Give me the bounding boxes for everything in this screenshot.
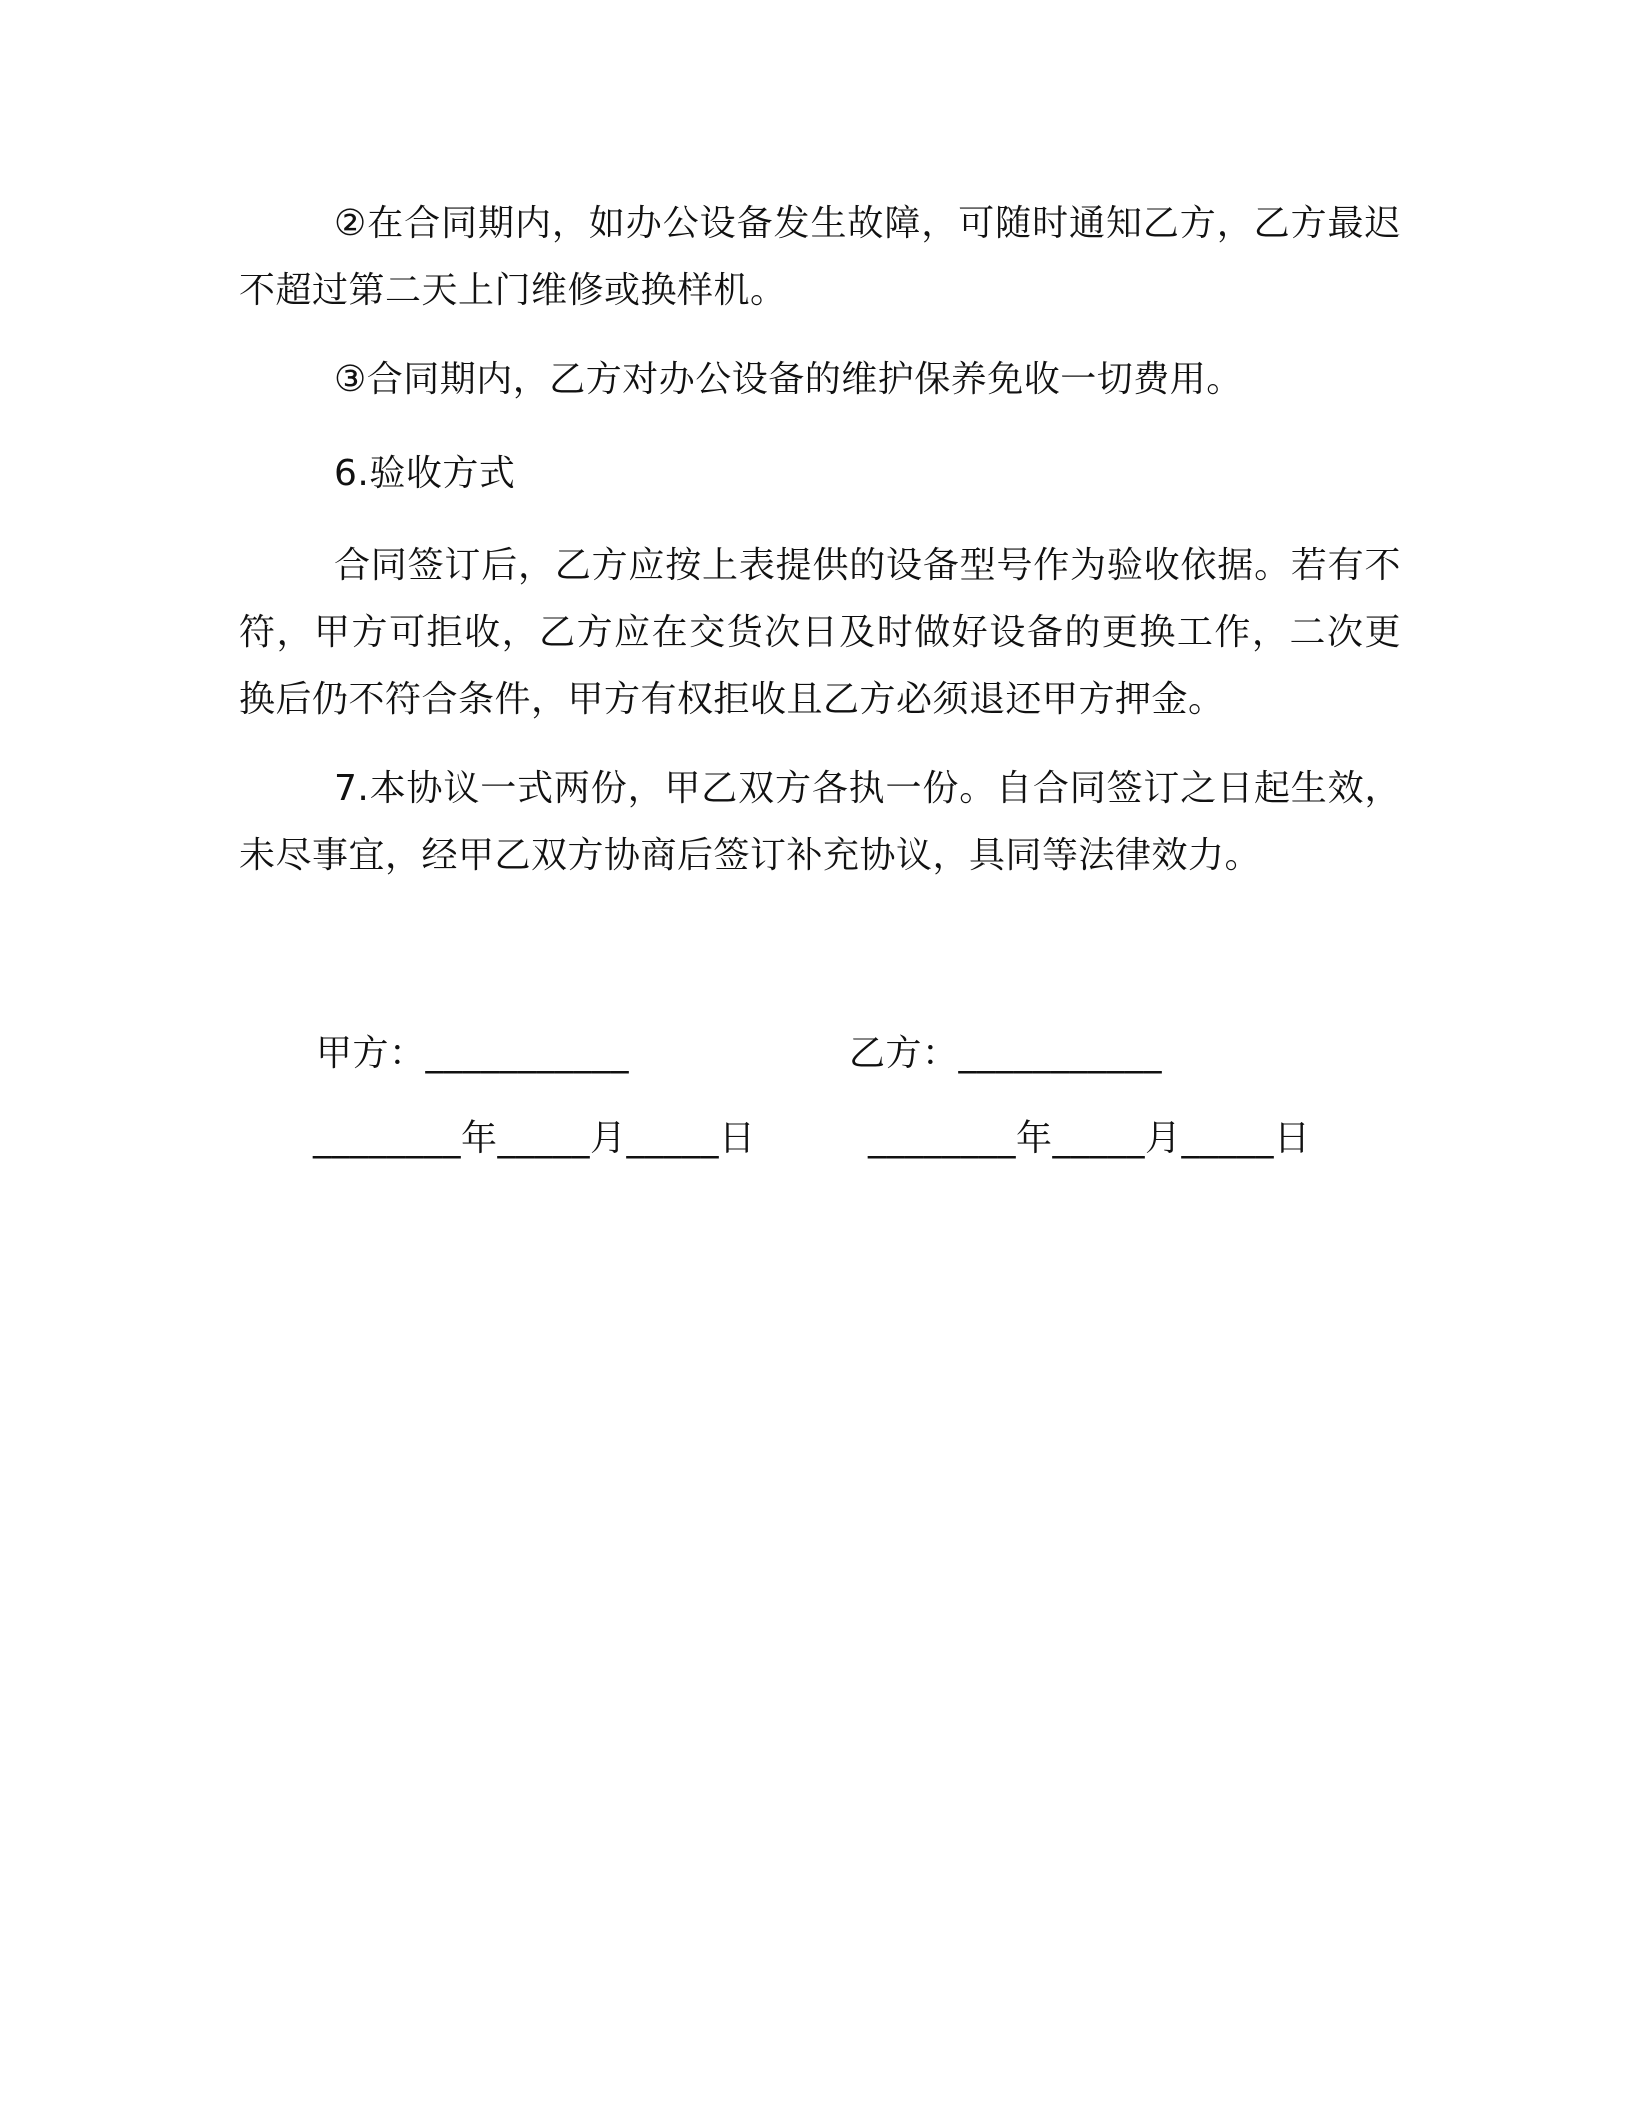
date-line-party-b: ________年_____月_____日	[868, 1118, 1311, 1159]
paragraph-maintenance-fault: ②在合同期内，如办公设备发生故障，可随时通知乙方，乙方最迟不超过第二天上门维修或换样机。	[239, 203, 1401, 311]
paragraph-effectiveness: 7.本协议一式两份，甲乙双方各执一份。自合同签订之日起生效，未尽事宜，经甲乙双方协商后签订补充协议，具同等法律效力。	[239, 768, 1401, 876]
paragraph-maintenance-free: ③合同期内，乙方对办公设备的维护保养免收一切费用。	[334, 359, 1243, 400]
signature-party-a: 甲方：___________	[316, 1033, 630, 1074]
signature-party-b: 乙方：___________	[849, 1033, 1163, 1074]
date-line-party-a: ________年_____月_____日	[313, 1118, 756, 1159]
section-heading-acceptance: 6.验收方式	[334, 453, 516, 494]
paragraph-acceptance: 合同签订后，乙方应按上表提供的设备型号作为验收依据。若有不符，甲方可拒收，乙方应在交货次日及时做好设备的更换工作，二次更换后仍不符合条件，甲方有权拒收且乙方必须退还甲方押金。	[239, 545, 1401, 720]
